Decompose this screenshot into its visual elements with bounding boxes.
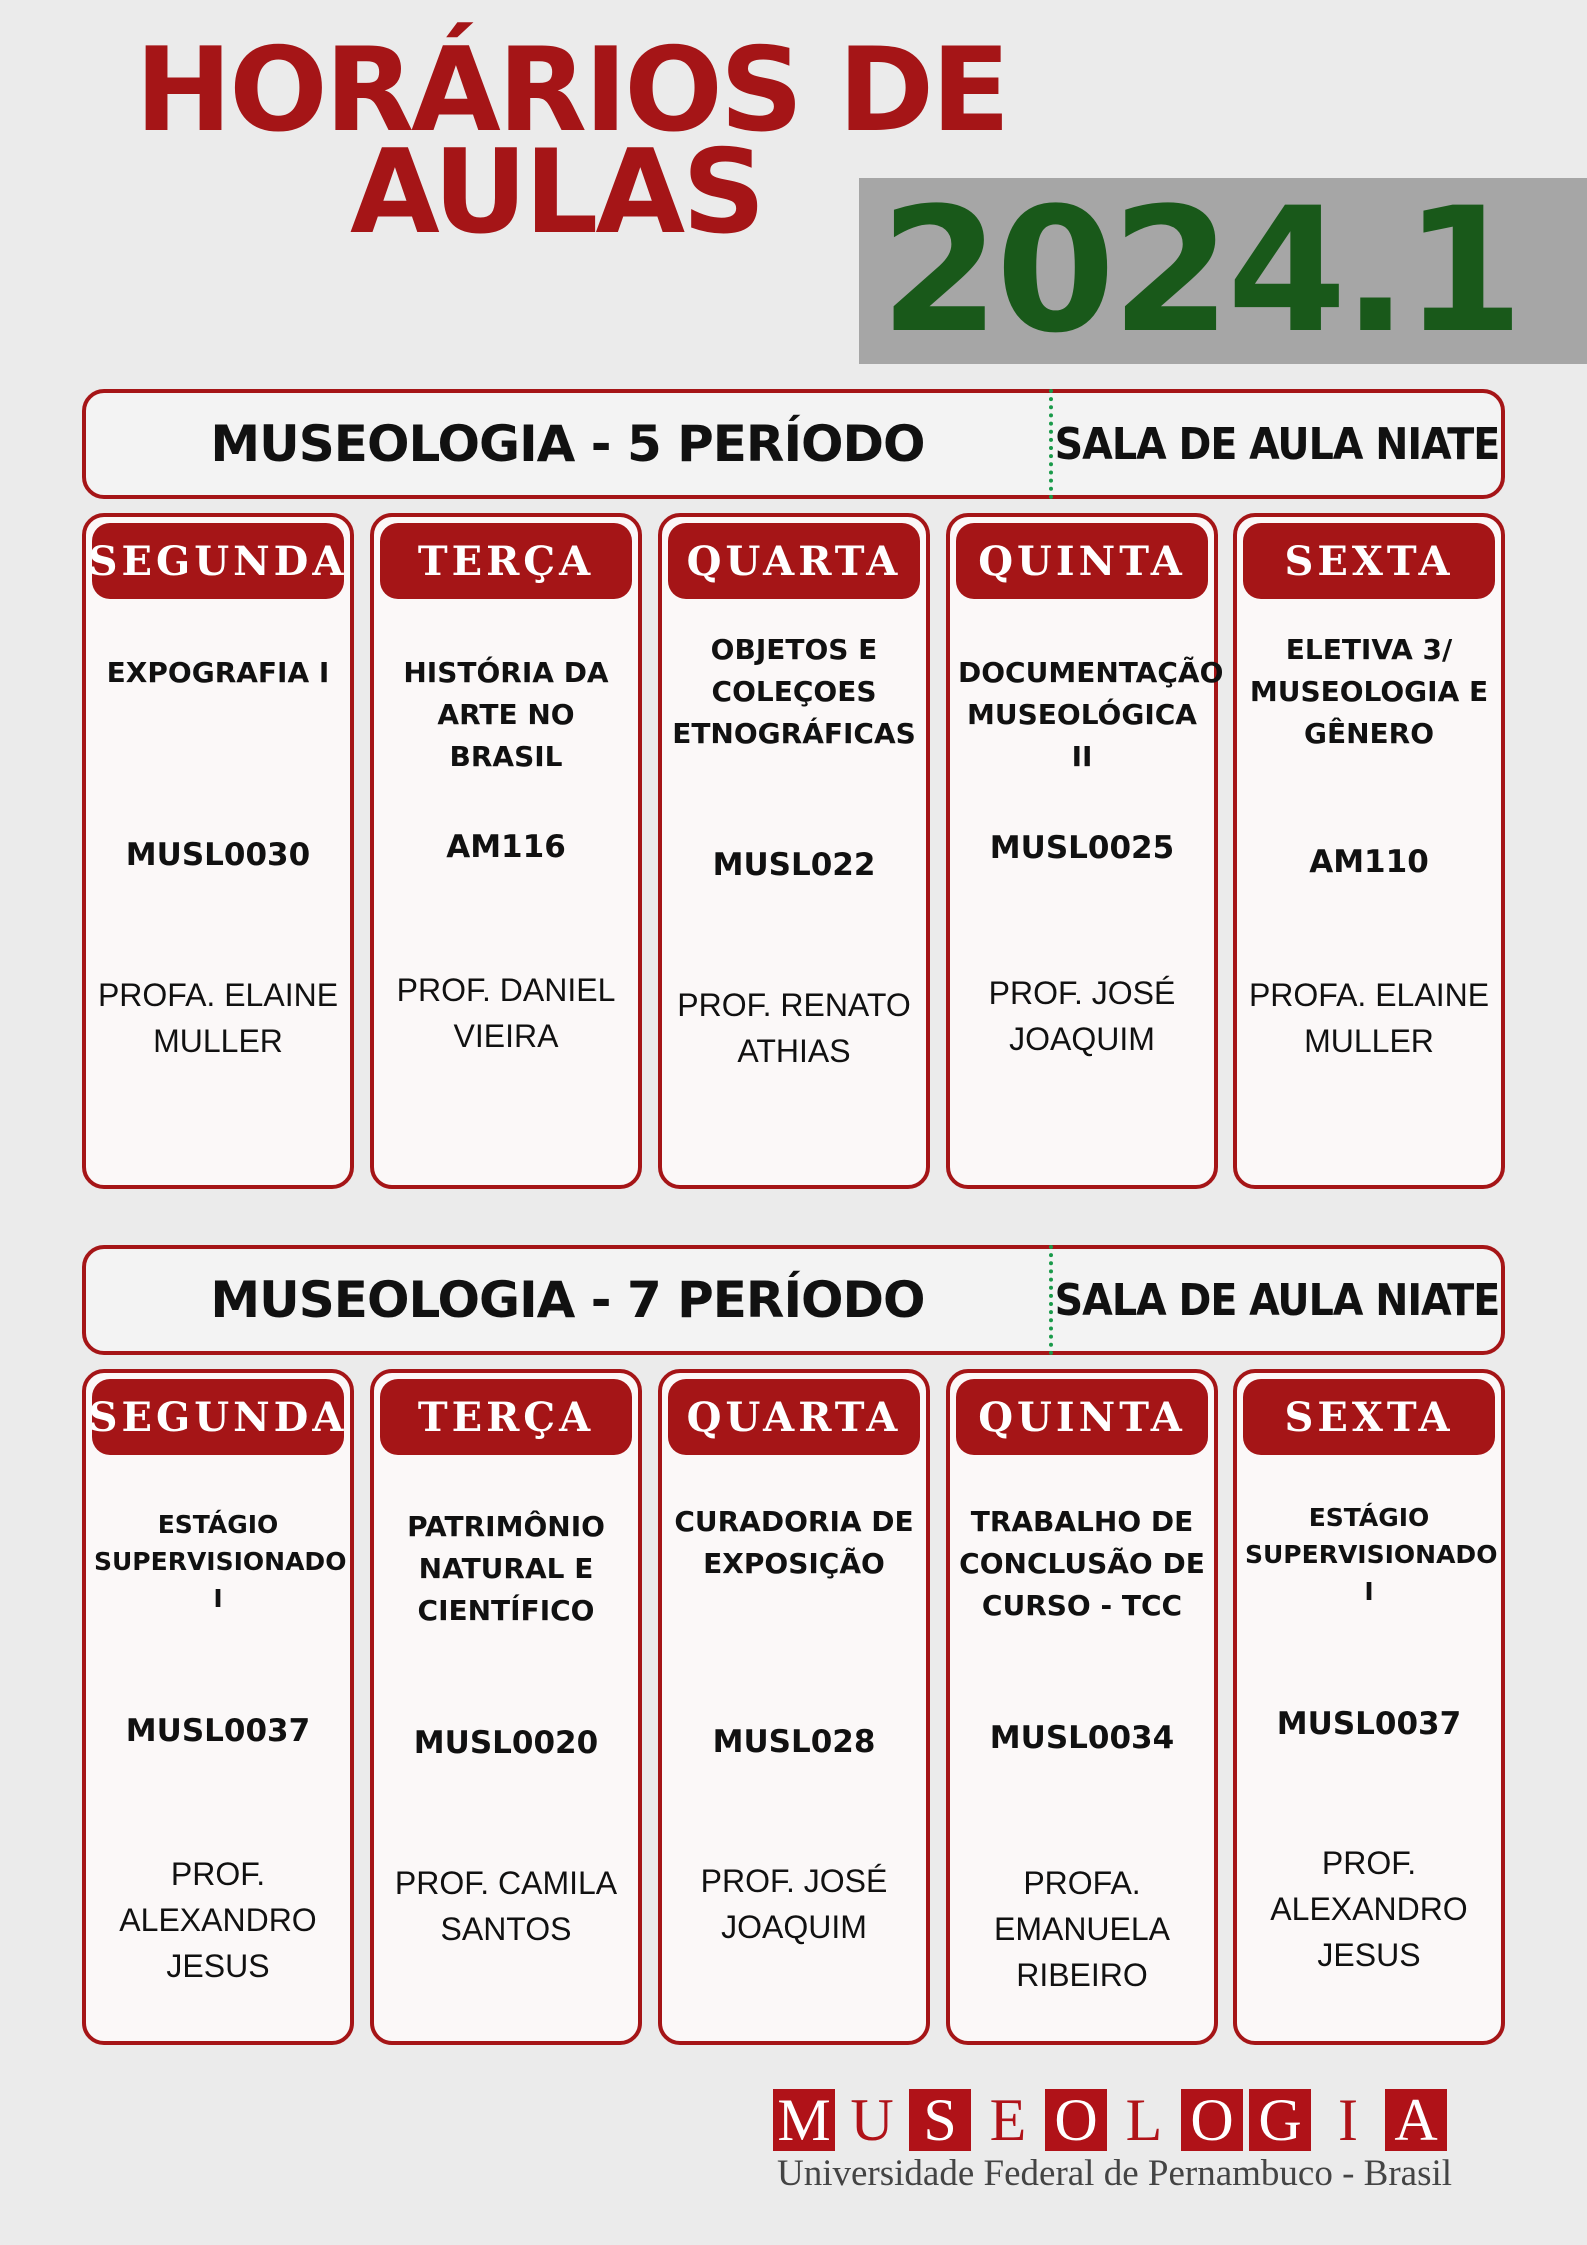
professor-name: PROF. RENATO ATHIAS [677, 987, 911, 1069]
course-code: MUSL0037 [125, 1713, 311, 1749]
day-badge: SEGUNDA [92, 1379, 344, 1455]
course-code: MUSL0020 [413, 1725, 599, 1761]
period-header-7 [82, 1245, 1505, 1355]
subject-name: ESTÁGIO SUPERVISIONADO I [94, 1510, 347, 1613]
day-card-terca [370, 1369, 642, 2045]
course-code: AM110 [1309, 844, 1429, 880]
day-badge: TERÇA [380, 1379, 632, 1455]
logo-letter: L [1125, 2086, 1163, 2153]
subject-name: EXPOGRAFIA I [106, 656, 330, 689]
day-card-quinta [946, 1369, 1218, 2045]
professor-name: PROF. ALEXANDRO JESUS [119, 1856, 317, 1984]
day-card-sexta [1233, 1369, 1505, 2045]
course-code: MUSL0030 [125, 837, 311, 873]
university-name: Universidade Federal de Pernambuco - Brasil [777, 2153, 1453, 2194]
subject-name: PATRIMÔNIO NATURAL E CIENTÍFICO [407, 1510, 605, 1627]
logo-letter: S [909, 2089, 971, 2151]
day-card-segunda [82, 513, 354, 1189]
period-header-5 [82, 389, 1505, 499]
logo-letter: E [989, 2086, 1027, 2153]
logo-letter: G [1249, 2089, 1311, 2151]
professor-name: PROFA. ELAINE MULLER [97, 977, 339, 1059]
logo-letter: O [1045, 2089, 1107, 2151]
day-badge: SEGUNDA [92, 523, 344, 599]
professor-name: PROF. ALEXANDRO JESUS [1270, 1845, 1468, 1973]
title-line-2: AULAS [350, 125, 763, 260]
title-line-1: HORÁRIOS DE [135, 23, 1008, 158]
professor-name: PROFA. ELAINE MULLER [1248, 977, 1490, 1059]
course-code: MUSL022 [712, 847, 876, 883]
subject-name: CURADORIA DE EXPOSIÇÃO [674, 1505, 914, 1580]
day-card-terca [370, 513, 642, 1189]
professor-name: PROF. JOSÉ JOAQUIM [700, 1863, 888, 1945]
museologia-logo [773, 2086, 1447, 2153]
course-code: MUSL0037 [1276, 1706, 1462, 1742]
room-label: SALA DE AULA NIATE [1054, 1274, 1500, 1326]
logo-letter: M [773, 2089, 835, 2151]
professor-name: PROF. DANIEL VIEIRA [396, 972, 616, 1054]
room-label: SALA DE AULA NIATE [1054, 418, 1500, 470]
day-badge: QUARTA [668, 523, 920, 599]
day-badge: TERÇA [380, 523, 632, 599]
course-code: MUSL0025 [989, 830, 1175, 866]
logo-letter: O [1181, 2089, 1243, 2151]
day-card-sexta [1233, 513, 1505, 1189]
day-card-quarta [658, 1369, 930, 2045]
subject-name: ESTÁGIO SUPERVISIONADO I [1245, 1503, 1498, 1606]
subject-name: TRABALHO DE CONCLUSÃO DE CURSO - TCC [959, 1505, 1205, 1622]
day-badge: QUINTA [956, 1379, 1208, 1455]
subject-name: OBJETOS E COLEÇOES ETNOGRÁFICAS [672, 633, 916, 750]
professor-name: PROF. JOSÉ JOAQUIM [988, 975, 1176, 1057]
logo-letter: U [850, 2086, 894, 2153]
day-badge: QUINTA [956, 523, 1208, 599]
subject-name: HISTÓRIA DA ARTE NO BRASIL [403, 656, 609, 773]
professor-name: PROF. CAMILA SANTOS [394, 1865, 618, 1947]
day-badge: QUARTA [668, 1379, 920, 1455]
course-code: MUSL028 [712, 1724, 876, 1760]
day-badge: SEXTA [1243, 1379, 1495, 1455]
period-title: MUSEOLOGIA - 5 PERÍODO [210, 415, 925, 473]
day-badge: SEXTA [1243, 523, 1495, 599]
day-card-quinta [946, 513, 1224, 1189]
course-code: MUSL0034 [989, 1720, 1175, 1756]
day-card-segunda [82, 1369, 354, 2045]
course-code: AM116 [446, 829, 566, 865]
subject-name: DOCUMENTAÇÃO MUSEOLÓGICA II [958, 656, 1224, 773]
professor-name: PROFA. EMANUELA RIBEIRO [993, 1865, 1171, 1993]
logo-letter: A [1385, 2089, 1447, 2151]
logo-letter: I [1338, 2086, 1358, 2153]
period-title: MUSEOLOGIA - 7 PERÍODO [210, 1271, 925, 1329]
subject-name: ELETIVA 3/ MUSEOLOGIA E GÊNERO [1249, 633, 1489, 750]
day-card-quarta [658, 513, 930, 1189]
year-label: 2024.1 [880, 170, 1520, 371]
